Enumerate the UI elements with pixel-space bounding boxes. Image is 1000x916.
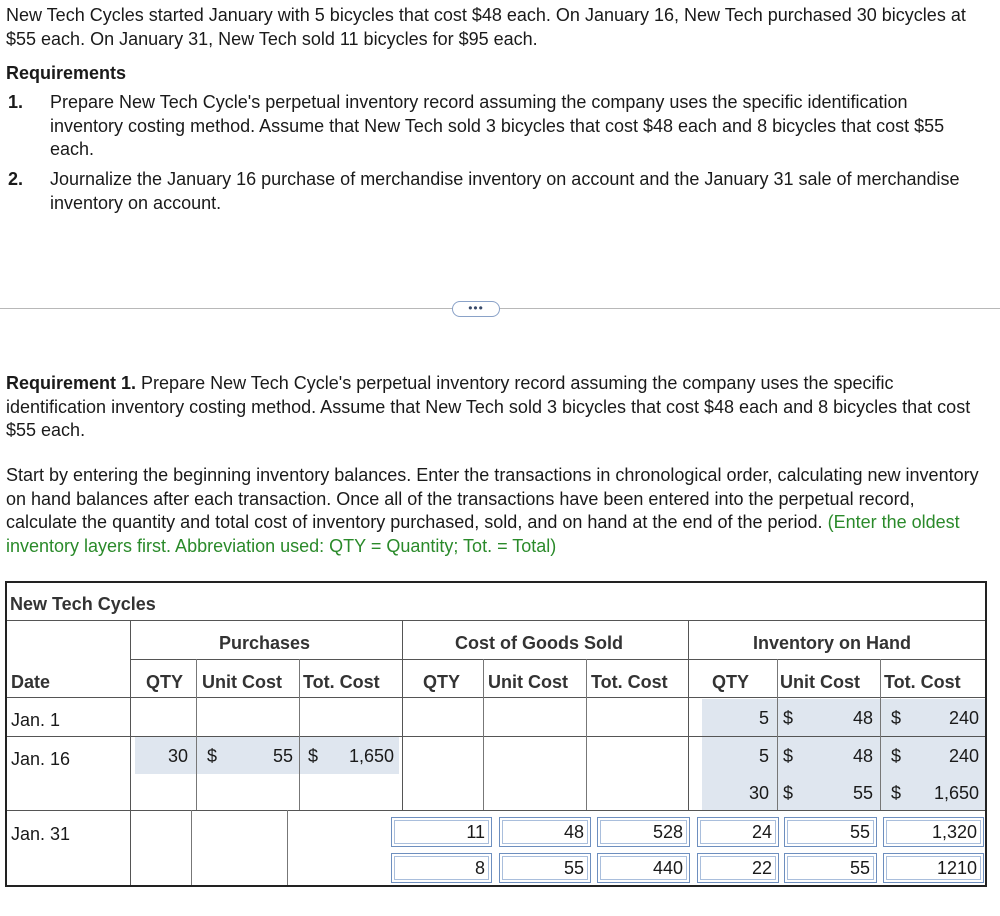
jan16-on-hand-unit-dollar-1: $ [783,746,794,766]
jan1-on-hand-tot-cost: 240 [948,708,979,728]
grid-line [287,810,288,885]
purchases-tot-cost-header: Tot. Cost [303,672,380,692]
requirement-1-label: Requirement 1. [6,373,137,393]
grid-line [7,697,985,698]
jan16-purchase-tot-dollar: $ [308,746,319,766]
jan16-on-hand-qty-1: 5 [758,746,769,766]
purchases-qty-header: QTY [146,672,184,692]
instructions [6,464,986,558]
row-date-jan31: Jan. 31 [11,824,71,844]
on-hand-header: Inventory on Hand [753,633,912,653]
jan31-cogs-qty-input-1[interactable]: 11 [391,817,492,847]
jan16-on-hand-unit-dollar-2: $ [783,783,794,803]
row-date-jan1: Jan. 1 [11,710,61,730]
cogs-qty-header: QTY [423,672,461,692]
jan16-purchase-unit-dollar: $ [207,746,218,766]
jan16-on-hand-unit-cost-1: 48 [852,746,873,766]
grid-line [196,659,197,810]
jan1-on-hand-unit-cost: 48 [852,708,873,728]
purchases-unit-cost-header: Unit Cost [202,672,282,692]
grid-line [299,659,300,810]
jan31-cogs-tot-cost-input-1[interactable]: 528 [597,817,690,847]
row-date-jan16: Jan. 16 [11,749,71,769]
purchases-header: Purchases [219,633,311,653]
jan16-on-hand-tot-dollar-2: $ [891,783,902,803]
jan16-on-hand-unit-cost-2: 55 [852,783,873,803]
jan31-on-hand-tot-cost-input-1[interactable]: 1,320 [883,817,984,847]
requirement-text: Prepare New Tech Cycle's perpetual inventory record assuming the company uses the specific identification inventory costing method. Assume that New Tech sold 3 bicycles that cost $48 each and 8 bicycles that cost $55 each. [50,92,945,159]
requirements-heading: Requirements [6,63,127,83]
jan1-on-hand-tot-dollar: $ [891,708,902,728]
jan16-purchase-tot-cost: 1,650 [348,746,394,766]
date-column-header: Date [11,672,51,692]
jan31-on-hand-qty-input-1[interactable]: 24 [697,817,779,847]
cogs-tot-cost-header: Tot. Cost [591,672,668,692]
requirement-item-2 [8,168,983,215]
grid-line [483,659,484,810]
jan16-purchase-qty: 30 [167,746,188,766]
problem-intro: New Tech Cycles started January with 5 bicycles that cost $48 each. On January 16, New Tech purchased 30 bicycles at $55 each. On January 31, New Tech sold 11 bicycles for $95 each. [6,5,966,49]
grid-line [191,810,192,885]
requirement-1-detail [6,372,986,443]
expand-more-button[interactable]: ••• [452,301,500,317]
on-hand-unit-cost-header: Unit Cost [780,672,860,692]
requirement-text: Journalize the January 16 purchase of merchandise inventory on account and the January 31 sale of merchandise inventory on account. [50,169,960,213]
section-divider [0,308,1000,309]
on-hand-tot-cost-header: Tot. Cost [884,672,961,692]
jan31-on-hand-unit-cost-input-1[interactable]: 55 [784,817,877,847]
on-hand-qty-header: QTY [712,672,750,692]
jan1-on-hand-qty: 5 [758,708,769,728]
jan31-cogs-tot-cost-input-2[interactable]: 440 [597,853,690,883]
jan1-on-hand-unit-dollar: $ [783,708,794,728]
grid-line [130,620,131,885]
grid-line [688,620,689,810]
cogs-header: Cost of Goods Sold [455,633,623,653]
jan31-on-hand-tot-cost-input-2[interactable]: 1210 [883,853,984,883]
jan16-on-hand-tot-dollar-1: $ [891,746,902,766]
instructions-text: Start by entering the beginning inventory balances. Enter the transactions in chronological order, calculating new inventory on hand balances after each transaction. Once all of the transactions have been entered into the perpetual record, calculate the quantity and total cost of inventory purchased, sold, and on hand at the end of the period. [6,465,979,532]
requirement-1-text: Prepare New Tech Cycle's perpetual inventory record assuming the company uses the specific identification inventory costing method. Assume that New Tech sold 3 bicycles that cost $48 each and 8 bicycles that cost $55 each. [6,373,971,440]
instructions-hint: (Enter the oldest inventory layers first. Abbreviation used: QTY = Quantity; Tot. = Total) [6,512,960,556]
grid-line [402,620,403,810]
jan16-purchase-unit-cost: 55 [272,746,293,766]
jan16-on-hand-tot-cost-2: 1,650 [933,783,979,803]
grid-line [777,659,778,810]
grid-line [7,810,985,811]
grid-line [7,620,985,621]
jan31-cogs-unit-cost-input-1[interactable]: 48 [499,817,591,847]
jan31-cogs-qty-input-2[interactable]: 8 [391,853,492,883]
cogs-unit-cost-header: Unit Cost [488,672,568,692]
jan31-cogs-unit-cost-input-2[interactable]: 55 [499,853,591,883]
jan31-on-hand-unit-cost-input-2[interactable]: 55 [784,853,877,883]
requirement-item-1 [8,91,983,162]
grid-line [586,659,587,810]
jan31-on-hand-qty-input-2[interactable]: 22 [697,853,779,883]
grid-line [880,659,881,810]
perpetual-inventory-table [5,581,987,887]
grid-line [130,659,985,660]
jan16-on-hand-tot-cost-1: 240 [948,746,979,766]
grid-line [7,736,985,737]
requirement-number: 1. [8,92,24,112]
company-name: New Tech Cycles [10,594,156,614]
requirement-number: 2. [8,169,24,189]
jan16-on-hand-qty-2: 30 [748,783,769,803]
